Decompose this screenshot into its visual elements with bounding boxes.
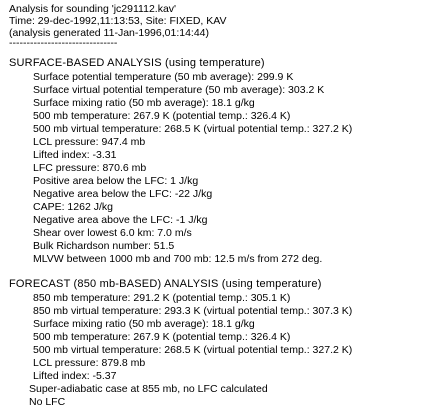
report-title: Analysis for sounding 'jc291112.kav'	[9, 3, 177, 15]
surface-potential-temperature: Surface potential temperature (50 mb average): 299.9 K	[33, 71, 294, 83]
surface-lifted-index: Lifted index: -3.31	[33, 149, 117, 161]
surface-lcl-pressure: LCL pressure: 947.4 mb	[33, 136, 146, 148]
forecast-super-adiabatic-note: Super-adiabatic case at 855 mb, no LFC calculated	[29, 383, 268, 395]
surface-virtual-potential-temperature: Surface virtual potential temperature (50 mb average): 303.2 K	[33, 84, 325, 96]
surface-section-heading: SURFACE-BASED ANALYSIS (using temperature)	[9, 57, 265, 69]
header-divider: -------------------------------	[9, 37, 118, 49]
report-generated-time: (analysis generated 11-Jan-1996,01:14:44)	[9, 27, 210, 39]
forecast-500mb-virtual-temperature: 500 mb virtual temperature: 268.5 K (virtual potential temp.: 327.2 K)	[33, 344, 353, 356]
surface-500mb-temperature: 500 mb temperature: 267.9 K (potential temp.: 326.4 K)	[33, 110, 291, 122]
surface-positive-area-below-lfc: Positive area below the LFC: 1 J/kg	[33, 175, 199, 187]
surface-mixing-ratio: Surface mixing ratio (50 mb average): 18.1 g/kg	[33, 97, 255, 109]
surface-bulk-richardson-number: Bulk Richardson number: 51.5	[33, 240, 175, 252]
surface-mlvw: MLVW between 1000 mb and 700 mb: 12.5 m/s from 272 deg.	[33, 253, 323, 265]
forecast-850mb-virtual-temperature: 850 mb virtual temperature: 293.3 K (virtual potential temp.: 307.3 K)	[33, 305, 353, 317]
surface-500mb-virtual-temperature: 500 mb virtual temperature: 268.5 K (virtual potential temp.: 327.2 K)	[33, 123, 353, 135]
surface-negative-area-below-lfc: Negative area below the LFC: -22 J/kg	[33, 188, 213, 200]
surface-shear: Shear over lowest 6.0 km: 7.0 m/s	[33, 227, 192, 239]
forecast-lcl-pressure: LCL pressure: 879.8 mb	[33, 357, 146, 369]
forecast-no-lfc-note: No LFC	[29, 396, 66, 408]
forecast-section-heading: FORECAST (850 mb-BASED) ANALYSIS (using temperature)	[9, 278, 322, 290]
surface-negative-area-above-lfc: Negative area above the LFC: -1 J/kg	[33, 214, 208, 226]
forecast-850mb-temperature: 850 mb temperature: 291.2 K (potential temp.: 305.1 K)	[33, 292, 291, 304]
report-time-site: Time: 29-dec-1992,11:13:53, Site: FIXED, KAV	[9, 15, 227, 27]
forecast-surface-mixing-ratio: Surface mixing ratio (50 mb average): 18.1 g/kg	[33, 318, 255, 330]
surface-cape: CAPE: 1262 J/kg	[33, 201, 113, 213]
forecast-lifted-index: Lifted index: -5.37	[33, 370, 117, 382]
surface-lfc-pressure: LFC pressure: 870.6 mb	[33, 162, 147, 174]
forecast-500mb-temperature: 500 mb temperature: 267.9 K (potential temp.: 326.4 K)	[33, 331, 291, 343]
